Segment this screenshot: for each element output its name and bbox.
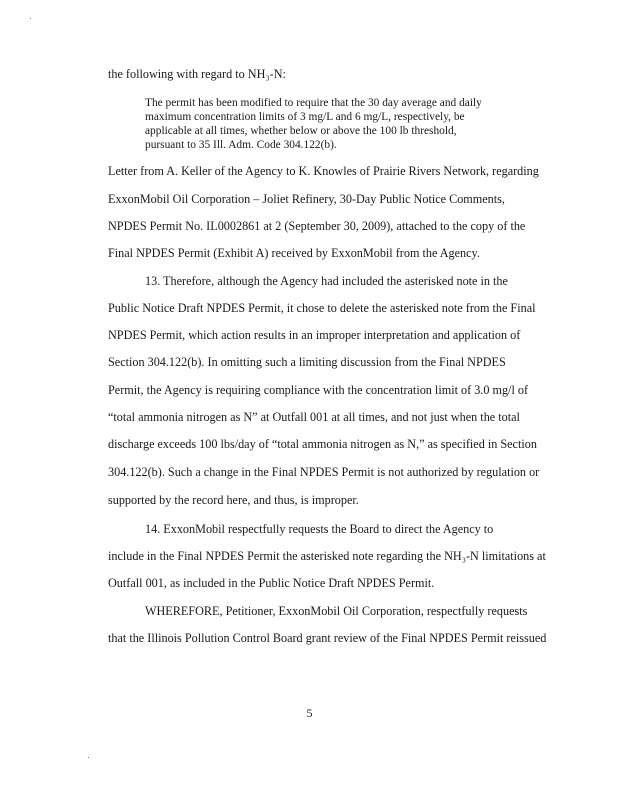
text-line: supported by the record here, and thus, is improper. <box>108 493 359 507</box>
lead-in: the following with regard to NH₃-N: <box>108 67 286 81</box>
text-line: Public Notice Draft NPDES Permit, it chose to delete the asterisked note from the Final <box>108 301 536 315</box>
text-line: 304.122(b). Such a change in the Final NPDES Permit is not authorized by regulation or <box>108 465 540 479</box>
scan-speck-top <box>30 18 31 19</box>
text-line: 13. Therefore, although the Agency had included the asterisked note in the <box>145 274 508 288</box>
text-line: Section 304.122(b). In omitting such a limiting discussion from the Final NPDES <box>108 355 506 369</box>
text-line: WHEREFORE, Petitioner, ExxonMobil Oil Corporation, respectfully requests <box>145 604 528 618</box>
quote-line: The permit has been modified to require that the 30 day average and daily <box>145 97 482 109</box>
text-line: NPDES Permit, which action results in an improper interpretation and application of <box>108 328 521 342</box>
text-line: that the Illinois Pollution Control Board grant review of the Final NPDES Permit reissued <box>108 631 547 645</box>
text-line: Permit, the Agency is requiring compliance with the concentration limit of 3.0 mg/l of <box>108 383 529 397</box>
page-number: 5 <box>306 706 313 720</box>
text-line: Final NPDES Permit (Exhibit A) received by ExxonMobil from the Agency. <box>108 246 480 260</box>
text-line: Letter from A. Keller of the Agency to K. Knowles of Prairie Rivers Network, regarding <box>108 164 539 178</box>
text-line: 14. ExxonMobil respectfully requests the Board to direct the Agency to <box>145 522 494 536</box>
text-line: discharge exceeds 100 lbs/day of “total ammonia nitrogen as N,” as specified in Section <box>108 437 537 451</box>
text-line: NPDES Permit No. IL0002861 at 2 (September 30, 2009), attached to the copy of the <box>108 219 526 233</box>
quote-line: pursuant to 35 Ill. Adm. Code 304.122(b). <box>145 139 337 151</box>
text-line: ExxonMobil Oil Corporation – Joliet Refinery, 30-Day Public Notice Comments, <box>108 192 505 206</box>
text-line: Outfall 001, as included in the Public Notice Draft NPDES Permit. <box>108 576 435 590</box>
scan-speck-bottom <box>88 757 89 758</box>
quote-line: applicable at all times, whether below or above the 100 lb threshold, <box>145 125 457 137</box>
text-line: include in the Final NPDES Permit the asterisked note regarding the NH₃-N limitations at <box>108 549 546 563</box>
quote-line: maximum concentration limits of 3 mg/L and 6 mg/L, respectively, be <box>145 111 465 123</box>
text-line: “total ammonia nitrogen as N” at Outfall 001 at all times, and not just when the total <box>108 410 520 424</box>
